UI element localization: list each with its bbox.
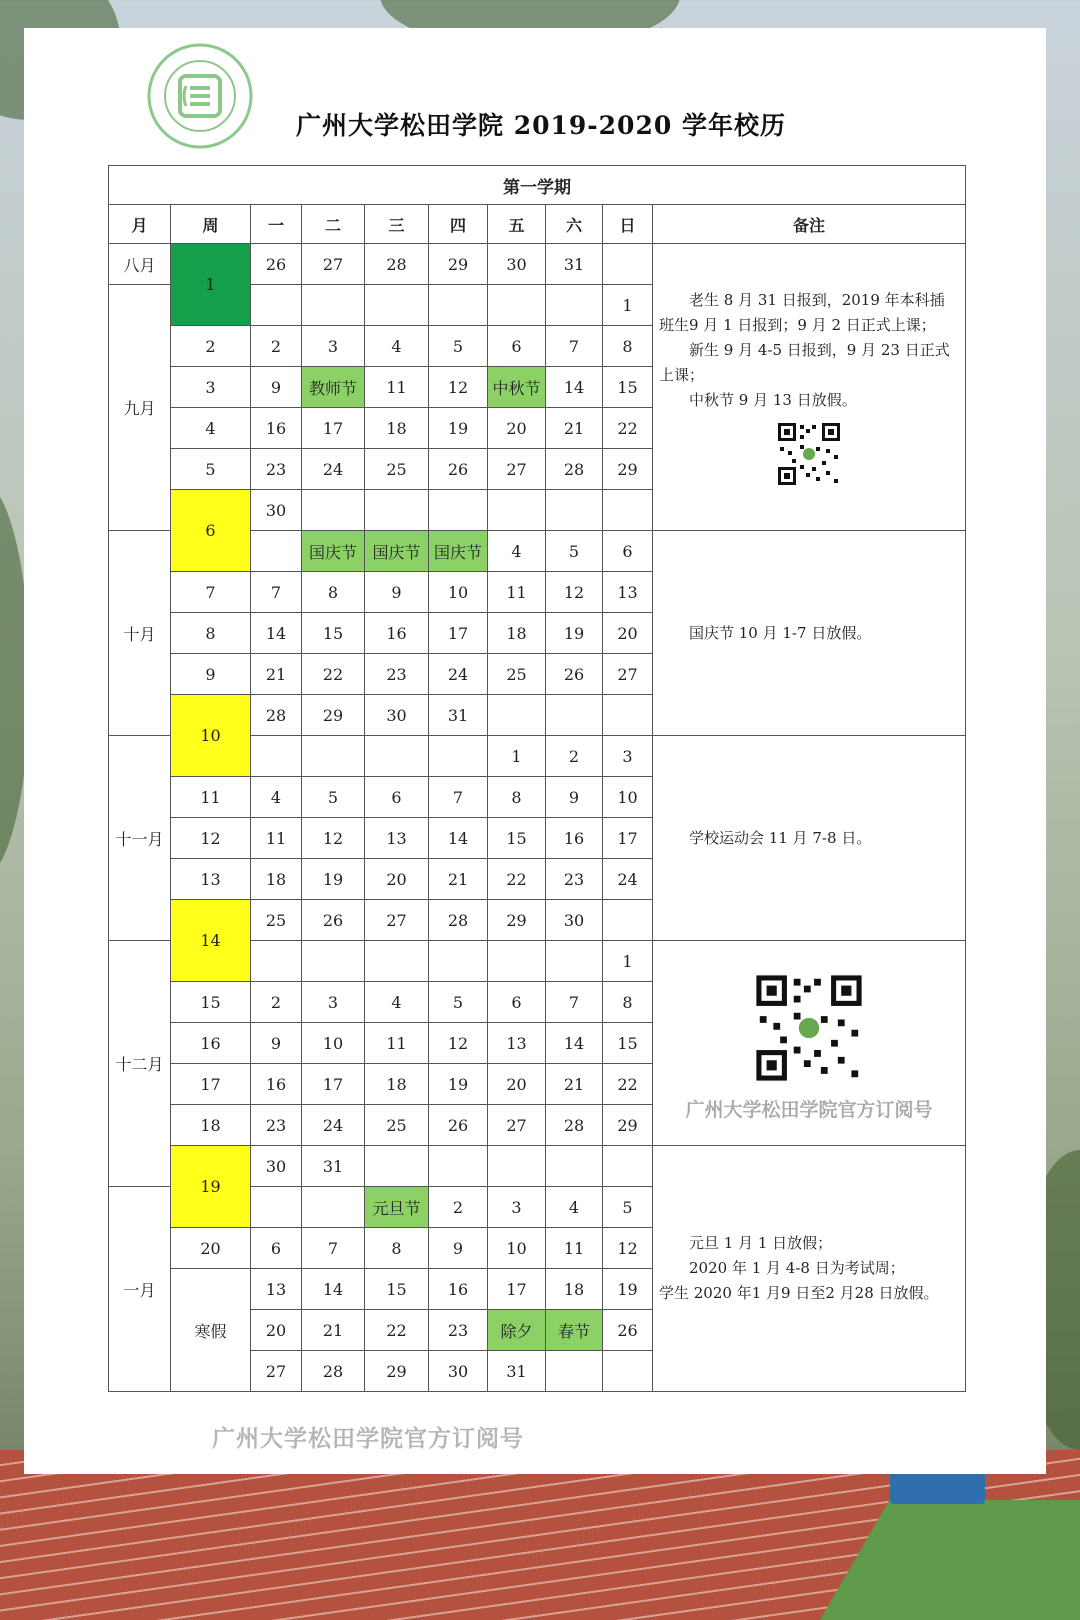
day-cell: 10 [302,1023,365,1064]
day-cell: 11 [365,367,429,408]
day-cell: 6 [251,1228,302,1269]
header-month: 月 [109,205,171,244]
day-cell: 16 [365,613,429,654]
day-cell: 29 [302,695,365,736]
day-cell: 12 [429,1023,488,1064]
day-cell: 6 [488,326,546,367]
day-cell: 18 [546,1269,603,1310]
day-cell: 6 [603,531,653,572]
header-sun: 日 [603,205,653,244]
day-cell: 11 [488,572,546,613]
note-text: 新生 9 月 4-5 日报到，9 月 23 日正式上课； [659,340,950,384]
day-cell: 20 [603,613,653,654]
day-cell: 23 [251,1105,302,1146]
table-row [109,1146,966,1187]
day-cell: 29 [365,1351,429,1392]
note-text: 中秋节 9 月 13 日放假。 [689,390,857,409]
day-cell: 19 [302,859,365,900]
day-cell: 15 [365,1269,429,1310]
day-cell: 11 [365,1023,429,1064]
day-cell: 18 [365,408,429,449]
day-cell [488,941,546,982]
month-cell: 十二月 [109,941,171,1187]
week-cell: 寒假 [171,1269,251,1392]
day-cell: 3 [302,982,365,1023]
day-cell: 14 [546,1023,603,1064]
day-cell: 2 [251,326,302,367]
day-cell [488,285,546,326]
day-cell: 7 [546,326,603,367]
watermark: 广州大学松田学院官方订阅号 [212,1426,524,1452]
day-cell: 4 [251,777,302,818]
day-cell: 3 [488,1187,546,1228]
day-cell: 31 [488,1351,546,1392]
day-cell: 28 [546,1105,603,1146]
day-cell: 2 [251,982,302,1023]
day-cell: 16 [251,1064,302,1105]
day-cell: 22 [488,859,546,900]
week-cell: 9 [171,654,251,695]
day-cell: 1 [603,941,653,982]
day-cell: 28 [302,1351,365,1392]
day-cell: 30 [251,490,302,531]
day-cell: 4 [365,326,429,367]
day-cell: 23 [546,859,603,900]
day-cell: 7 [302,1228,365,1269]
month-cell: 八月 [109,244,171,285]
day-cell: 22 [603,1064,653,1105]
day-cell: 30 [251,1146,302,1187]
day-cell: 国庆节 [365,531,429,572]
month-cell: 九月 [109,285,171,531]
week-cell: 3 [171,367,251,408]
day-cell: 21 [302,1310,365,1351]
week-cell: 8 [171,613,251,654]
header-row [109,205,966,244]
day-cell: 25 [488,654,546,695]
day-cell: 30 [488,244,546,285]
day-cell: 5 [603,1187,653,1228]
day-cell: 31 [546,244,603,285]
day-cell: 14 [429,818,488,859]
day-cell: 26 [429,1105,488,1146]
week-cell: 5 [171,449,251,490]
day-cell [429,285,488,326]
day-cell: 13 [365,818,429,859]
header-notes: 备注 [653,205,966,244]
academic-calendar-table [108,165,966,1392]
day-cell: 17 [302,408,365,449]
week-cell: 16 [171,1023,251,1064]
day-cell [603,490,653,531]
week-cell: 2 [171,326,251,367]
day-cell [546,695,603,736]
day-cell: 13 [488,1023,546,1064]
day-cell: 9 [429,1228,488,1269]
day-cell: 9 [546,777,603,818]
day-cell [302,285,365,326]
day-cell [251,531,302,572]
day-cell [302,490,365,531]
day-cell: 12 [546,572,603,613]
day-cell: 23 [365,654,429,695]
day-cell: 25 [365,449,429,490]
day-cell [546,1146,603,1187]
page-title: 广州大学松田学院 2019-2020 学年校历 [296,111,786,140]
week-cell: 4 [171,408,251,449]
note-text: 老生 8 月 31 日报到，2019 年本科插班生9 月 1 日报到；9 月 2 日正式上课； [659,290,945,334]
week-cell: 15 [171,982,251,1023]
day-cell: 29 [429,244,488,285]
day-cell: 20 [488,408,546,449]
day-cell: 26 [302,900,365,941]
day-cell: 21 [429,859,488,900]
day-cell: 28 [365,244,429,285]
week-cell: 10 [171,695,251,777]
day-cell: 10 [488,1228,546,1269]
day-cell: 20 [251,1310,302,1351]
day-cell: 27 [488,449,546,490]
day-cell: 12 [302,818,365,859]
day-cell: 26 [603,1310,653,1351]
day-cell: 6 [488,982,546,1023]
day-cell: 2 [429,1187,488,1228]
day-cell: 19 [429,408,488,449]
day-cell [251,941,302,982]
day-cell: 5 [429,982,488,1023]
day-cell: 8 [603,982,653,1023]
note-cell [653,531,966,736]
header-tue: 二 [302,205,365,244]
day-cell: 27 [365,900,429,941]
day-cell: 27 [302,244,365,285]
day-cell: 26 [546,654,603,695]
day-cell: 19 [546,613,603,654]
month-cell: 一月 [109,1187,171,1392]
header-fri: 五 [488,205,546,244]
day-cell: 16 [546,818,603,859]
day-cell: 5 [429,326,488,367]
day-cell: 23 [429,1310,488,1351]
day-cell: 22 [302,654,365,695]
day-cell: 3 [302,326,365,367]
day-cell [365,1146,429,1187]
week-cell: 6 [171,490,251,572]
week-cell: 13 [171,859,251,900]
college-logo [146,42,254,150]
day-cell: 8 [488,777,546,818]
day-cell [546,1351,603,1392]
week-cell: 12 [171,818,251,859]
header-sat: 六 [546,205,603,244]
week-cell: 19 [171,1146,251,1228]
qr-caption: 广州大学松田学院官方订阅号 [685,1098,933,1121]
day-cell: 15 [488,818,546,859]
day-cell: 1 [488,736,546,777]
day-cell: 24 [302,1105,365,1146]
day-cell: 14 [546,367,603,408]
day-cell: 12 [603,1228,653,1269]
day-cell: 16 [251,408,302,449]
note-text: 元旦 1 月 1 日放假； [689,1234,833,1252]
day-cell: 17 [429,613,488,654]
day-cell: 30 [429,1351,488,1392]
month-cell: 十一月 [109,736,171,941]
day-cell [429,490,488,531]
day-cell: 5 [546,531,603,572]
week-cell: 20 [171,1228,251,1269]
day-cell [429,1146,488,1187]
day-cell [603,244,653,285]
day-cell: 28 [429,900,488,941]
day-cell: 17 [488,1269,546,1310]
day-cell: 4 [365,982,429,1023]
day-cell [488,695,546,736]
day-cell: 13 [603,572,653,613]
day-cell: 18 [488,613,546,654]
month-cell: 十月 [109,531,171,736]
day-cell: 中秋节 [488,367,546,408]
day-cell: 11 [251,818,302,859]
day-cell [302,1187,365,1228]
day-cell: 2 [546,736,603,777]
day-cell: 春节 [546,1310,603,1351]
day-cell: 除夕 [488,1310,546,1351]
day-cell: 21 [251,654,302,695]
day-cell: 1 [603,285,653,326]
day-cell: 20 [488,1064,546,1105]
note-text: 国庆节 10 月 1-7 日放假。 [689,623,872,642]
day-cell: 19 [603,1269,653,1310]
day-cell: 22 [603,408,653,449]
day-cell: 7 [251,572,302,613]
day-cell [365,285,429,326]
day-cell [603,1351,653,1392]
day-cell: 31 [429,695,488,736]
day-cell [488,490,546,531]
header-wed: 三 [365,205,429,244]
day-cell: 13 [251,1269,302,1310]
day-cell: 28 [251,695,302,736]
day-cell: 9 [251,1023,302,1064]
day-cell [546,490,603,531]
note-text: 学生 2020 年1 月9 日至2 月28 日放假。 [659,1284,939,1302]
day-cell: 29 [603,449,653,490]
day-cell [603,695,653,736]
day-cell: 16 [429,1269,488,1310]
day-cell: 24 [603,859,653,900]
day-cell [603,1146,653,1187]
day-cell: 22 [365,1310,429,1351]
day-cell [603,900,653,941]
day-cell: 17 [603,818,653,859]
day-cell: 3 [603,736,653,777]
day-cell: 元旦节 [365,1187,429,1228]
day-cell: 27 [603,654,653,695]
day-cell: 29 [488,900,546,941]
header-week: 周 [171,205,251,244]
day-cell: 4 [488,531,546,572]
day-cell: 28 [546,449,603,490]
day-cell [546,941,603,982]
day-cell: 25 [251,900,302,941]
day-cell: 21 [546,1064,603,1105]
day-cell: 9 [251,367,302,408]
week-cell: 14 [171,900,251,982]
table-row [109,244,966,285]
day-cell: 14 [251,613,302,654]
day-cell: 18 [251,859,302,900]
day-cell: 23 [251,449,302,490]
day-cell: 14 [302,1269,365,1310]
day-cell: 26 [251,244,302,285]
day-cell: 15 [603,1023,653,1064]
qr-code-icon [776,421,842,487]
day-cell: 27 [488,1105,546,1146]
day-cell: 10 [429,572,488,613]
note-cell [653,941,966,1146]
day-cell: 25 [365,1105,429,1146]
day-cell: 11 [546,1228,603,1269]
day-cell: 教师节 [302,367,365,408]
week-cell: 17 [171,1064,251,1105]
day-cell: 29 [603,1105,653,1146]
day-cell [365,490,429,531]
note-text: 学校运动会 11 月 7-8 日。 [689,828,872,847]
week-cell: 11 [171,777,251,818]
day-cell [429,941,488,982]
day-cell [365,736,429,777]
day-cell: 15 [302,613,365,654]
day-cell [251,736,302,777]
day-cell: 18 [365,1064,429,1105]
day-cell: 19 [429,1064,488,1105]
note-cell [653,244,966,531]
day-cell [302,736,365,777]
day-cell [251,1187,302,1228]
week-cell: 18 [171,1105,251,1146]
term-heading: 第一学期 [109,166,966,205]
day-cell: 24 [302,449,365,490]
day-cell [365,941,429,982]
day-cell: 12 [429,367,488,408]
day-cell: 7 [429,777,488,818]
day-cell: 17 [302,1064,365,1105]
note-cell [653,736,966,941]
day-cell: 8 [365,1228,429,1269]
day-cell: 10 [603,777,653,818]
day-cell: 26 [429,449,488,490]
day-cell: 7 [546,982,603,1023]
day-cell: 6 [365,777,429,818]
day-cell: 24 [429,654,488,695]
day-cell [429,736,488,777]
day-cell: 9 [365,572,429,613]
day-cell: 20 [365,859,429,900]
day-cell [302,941,365,982]
note-text: 2020 年 1 月 4-8 日为考试周； [689,1259,905,1277]
day-cell: 31 [302,1146,365,1187]
day-cell [488,1146,546,1187]
day-cell: 21 [546,408,603,449]
day-cell [546,285,603,326]
qr-code-icon [753,972,865,1084]
header-thu: 四 [429,205,488,244]
day-cell: 30 [365,695,429,736]
day-cell: 8 [302,572,365,613]
day-cell: 5 [302,777,365,818]
day-cell: 15 [603,367,653,408]
note-cell [653,1146,966,1392]
week-cell: 1 [171,244,251,326]
day-cell: 国庆节 [429,531,488,572]
day-cell: 国庆节 [302,531,365,572]
week-cell: 7 [171,572,251,613]
day-cell: 27 [251,1351,302,1392]
day-cell: 4 [546,1187,603,1228]
header-mon: 一 [251,205,302,244]
day-cell: 30 [546,900,603,941]
day-cell: 8 [603,326,653,367]
day-cell [251,285,302,326]
